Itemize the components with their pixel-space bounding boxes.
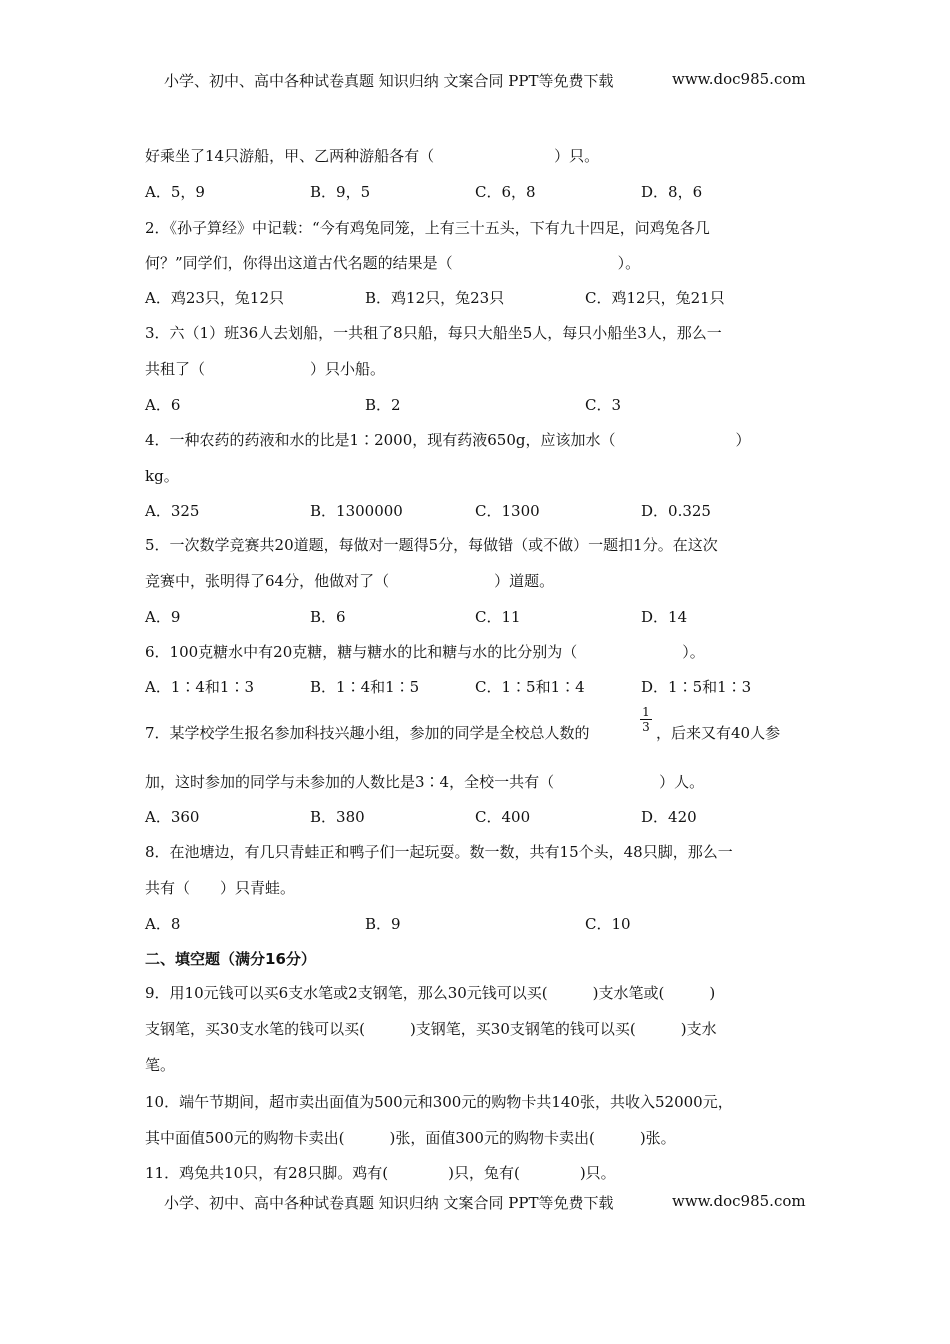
q10-stem-line2: 其中面值500元的购物卡卖出( )张，面值300元的购物卡卖出( )张。 — [145, 1129, 676, 1147]
q1-option-b: B．9，5 — [310, 183, 371, 201]
footer-text: 小学、初中、高中各种试卷真题 知识归纳 文案合同 PPT等免费下载 — [164, 1194, 614, 1212]
fraction-one-third — [640, 706, 652, 733]
q5-option-b: B．6 — [310, 608, 346, 626]
q2-stem-line1: 2．《孙子算经》中记载：“今有鸡兔同笼，上有三十五头，下有九十四足，问鸡兔各几 — [145, 219, 710, 237]
q3-stem-line1: 3．六（1）班36人去划船，一共租了8只船，每只大船坐5人，每只小船坐3人，那么一 — [145, 324, 722, 342]
q5-option-a: A．9 — [145, 608, 181, 626]
q4-stem-line2: kg。 — [145, 467, 179, 485]
q7-option-a: A．360 — [145, 808, 200, 826]
q8-stem-line2: 共有（ ）只青蛙。 — [145, 879, 296, 897]
q2-option-a: A．鸡23只，兔12只 — [145, 289, 285, 307]
q3-stem-line2: 共租了（ ）只小船。 — [145, 360, 386, 378]
q3-option-c: C．3 — [585, 396, 622, 414]
header-url: www.doc985.com — [672, 70, 806, 88]
q4-option-a: A．325 — [145, 502, 200, 520]
fraction-numerator: 1 — [642, 705, 650, 719]
q6-option-d: D．1∶5和1∶3 — [641, 678, 752, 696]
q6-option-a: A．1∶4和1∶3 — [145, 678, 255, 696]
q7-option-d: D．420 — [641, 808, 697, 826]
q1-option-c: C．6，8 — [475, 183, 536, 201]
q8-stem-line1: 8．在池塘边，有几只青蛙正和鸭子们一起玩耍。数一数，共有15个头，48只脚，那么一 — [145, 843, 733, 861]
q10-stem-line1: 10．端午节期间，超市卖出面值为500元和300元的购物卡共140张，共收入52000元， — [145, 1093, 733, 1111]
q5-stem-line1: 5．一次数学竞赛共20道题，每做对一题得5分，每做错（或不做）一题扣1分。在这次 — [145, 536, 718, 554]
q2-option-c: C．鸡12只，兔21只 — [585, 289, 725, 307]
q1-option-d: D．8，6 — [641, 183, 703, 201]
q2-stem-line2: 何？”同学们，你得出这道古代名题的结果是（ ）。 — [145, 254, 641, 272]
q4-option-b: B．1300000 — [310, 502, 403, 520]
q7-stem-line1-part1: 7．某学校学生报名参加科技兴趣小组，参加的同学是全校总人数的 — [145, 724, 590, 742]
q8-option-c: C．10 — [585, 915, 631, 933]
q5-stem-line2: 竞赛中，张明得了64分，他做对了（ ）道题。 — [145, 572, 555, 590]
footer-url: www.doc985.com — [672, 1192, 806, 1210]
q5-option-c: C．11 — [475, 608, 521, 626]
q6-option-c: C．1∶5和1∶4 — [475, 678, 585, 696]
q3-option-a: A．6 — [145, 396, 181, 414]
q6-stem: 6．100克糖水中有20克糖，糖与糖水的比和糖与水的比分别为（ ）。 — [145, 643, 705, 661]
header-text: 小学、初中、高中各种试卷真题 知识归纳 文案合同 PPT等免费下载 — [164, 72, 614, 90]
q1-stem-tail: 好乘坐了14只游船，甲、乙两种游船各有（ ）只。 — [145, 147, 600, 165]
q4-option-d: D．0.325 — [641, 502, 711, 520]
q2-option-b: B．鸡12只，兔23只 — [365, 289, 505, 307]
q9-stem-line2: 支钢笔，买30支水笔的钱可以买( )支钢笔，买30支钢笔的钱可以买( )支水 — [145, 1020, 717, 1038]
q4-option-c: C．1300 — [475, 502, 540, 520]
fraction-denominator: 3 — [642, 720, 650, 734]
q7-stem-line1-part2: ，后来又有40人参 — [656, 724, 781, 742]
q9-stem-line1: 9．用10元钱可以买6支水笔或2支钢笔，那么30元钱可以买( )支水笔或( ) — [145, 984, 716, 1002]
q3-option-b: B．2 — [365, 396, 401, 414]
q8-option-b: B．9 — [365, 915, 401, 933]
section-heading-fill-blank: 二、填空题（满分16分） — [145, 950, 316, 968]
q1-option-a: A．5，9 — [145, 183, 205, 201]
q7-stem-line2: 加，这时参加的同学与未参加的人数比是3∶4，全校一共有（ ）人。 — [145, 773, 705, 791]
q9-stem-line3: 笔。 — [145, 1056, 176, 1074]
q8-option-a: A．8 — [145, 915, 181, 933]
q7-option-b: B．380 — [310, 808, 365, 826]
q6-option-b: B．1∶4和1∶5 — [310, 678, 420, 696]
q4-stem-line1: 4．一种农药的药液和水的比是1∶2000，现有药液650g，应该加水（ ） — [145, 431, 751, 449]
q11-stem: 11．鸡兔共10只，有28只脚。鸡有( )只，兔有( )只。 — [145, 1164, 616, 1182]
q7-option-c: C．400 — [475, 808, 531, 826]
q5-option-d: D．14 — [641, 608, 688, 626]
